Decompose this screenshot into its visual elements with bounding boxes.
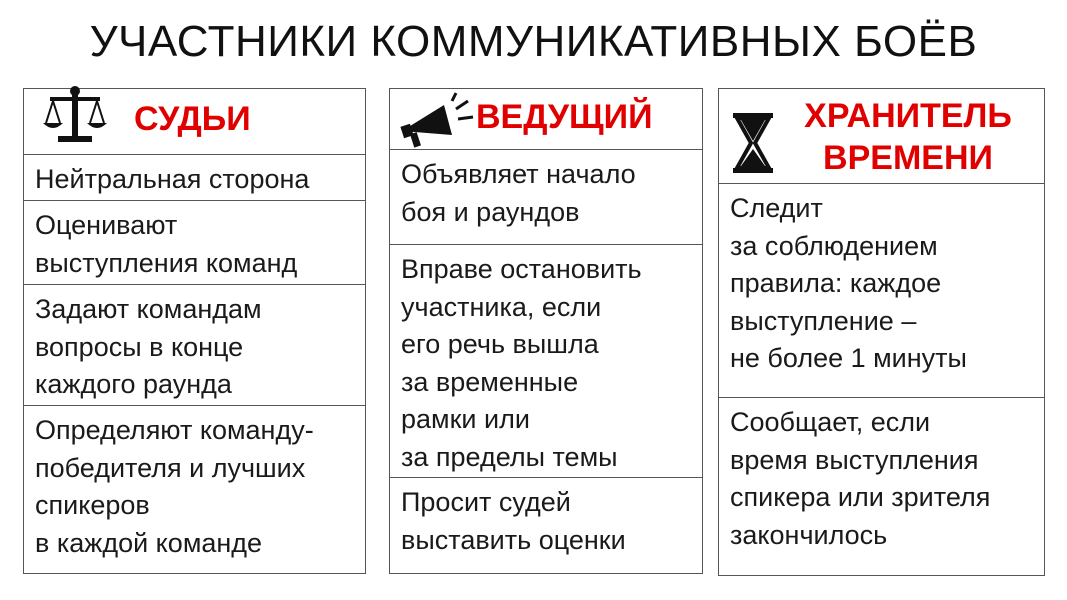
scales-icon [40, 81, 110, 151]
host-header [390, 89, 702, 150]
timekeeper-item: Сообщает, если время выступления спикера или зрителя закончилось [719, 397, 1044, 575]
timekeeper-heading: ХРАНИТЕЛЬ ВРЕМЕНИ [804, 97, 1012, 177]
host-item: Объявляет начало боя и раундов [401, 159, 636, 227]
host-item: Просит судей выставить оценки [390, 477, 702, 573]
timekeeper-column [718, 88, 1045, 576]
judges-item: Оценивают выступления команд [24, 200, 365, 284]
judges-item: Нейтральная сторона [35, 164, 310, 194]
timekeeper-item: Следит за соблюдением правила: каждое выступление – не более 1 минуты [730, 193, 967, 373]
page-title: УЧАСТНИКИ КОММУНИКАТИВНЫХ БОЁВ [89, 17, 978, 66]
judges-item: Задают командам вопросы в конце каждого раунда [24, 284, 365, 405]
timekeeper-header [719, 89, 1044, 184]
judges-item: Определяют команду- победителя и лучших спикеров в каждой команде [24, 405, 365, 573]
judges-header [24, 89, 365, 155]
hourglass-icon [729, 111, 777, 175]
judges-heading: СУДЬИ [134, 100, 251, 138]
megaphone-icon [398, 91, 478, 149]
host-column [389, 88, 703, 574]
judges-column [23, 88, 366, 574]
host-item: Вправе остановить участника, если его речь вышла за временные рамки или за пределы темы [390, 244, 702, 477]
host-heading: ВЕДУЩИЙ [476, 98, 653, 136]
